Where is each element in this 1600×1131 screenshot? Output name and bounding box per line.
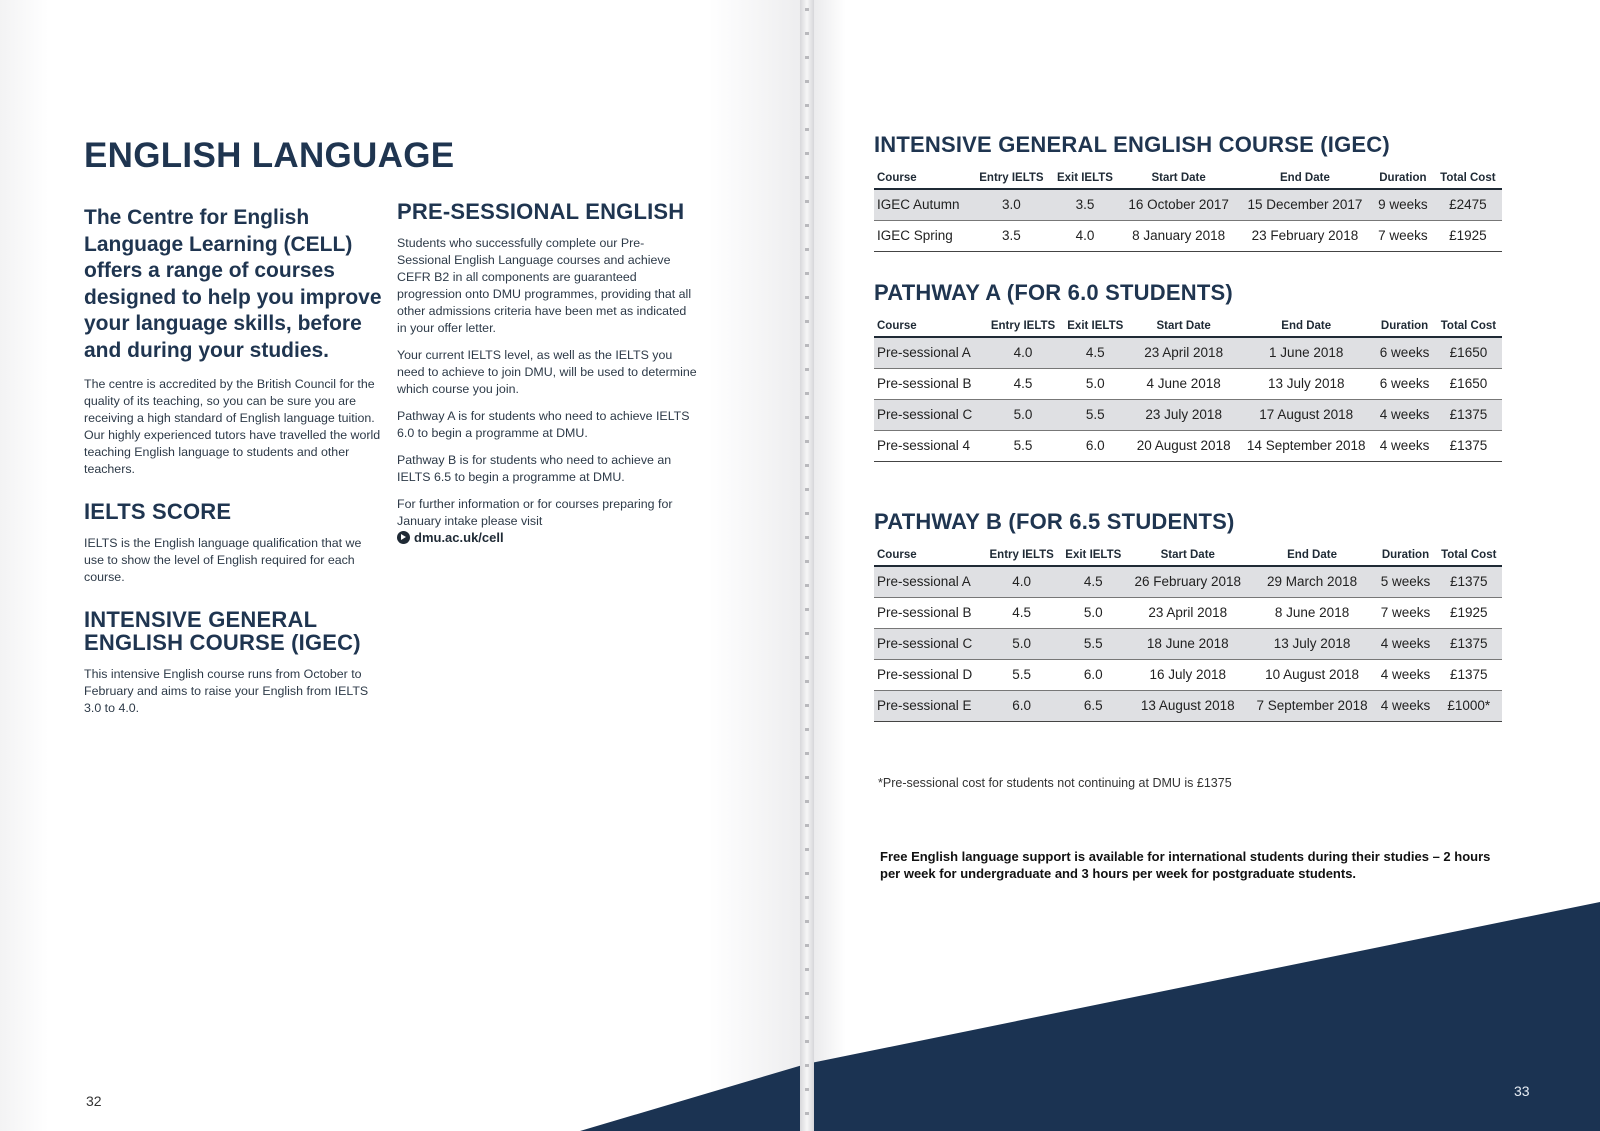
pathway-a-paragraph: Pathway A is for students who need to achieve IELTS 6.0 to begin a programme at DMU.	[397, 409, 690, 440]
table-cell: 16 October 2017	[1128, 197, 1229, 212]
column-header: Course	[877, 172, 917, 184]
table-row	[874, 566, 1502, 598]
table-cell: 16 July 2018	[1149, 667, 1227, 682]
table-cell: Pre-sessional B	[877, 605, 972, 620]
table-cell: 17 August 2018	[1259, 407, 1354, 422]
table-row	[874, 189, 1502, 221]
table-cell: 7 weeks	[1378, 228, 1428, 243]
table-cell: Pre-sessional C	[877, 636, 973, 651]
table-cell: IGEC Autumn	[877, 197, 960, 212]
table-cell: Pre-sessional E	[877, 698, 972, 713]
right-page	[806, 0, 1600, 1131]
table-cell: £1650	[1449, 376, 1488, 391]
column-header: Course	[877, 549, 917, 561]
table-cell: 23 April 2018	[1148, 605, 1228, 620]
column-header: Duration	[1380, 320, 1429, 332]
pathway-b-paragraph: Pathway B is for students who need to achieve an IELTS 6.5 to begin a programme at DMU.	[397, 453, 672, 484]
column-header: Exit IELTS	[1056, 172, 1113, 184]
table-cell: 5.5	[1083, 636, 1103, 651]
table-cell: IGEC Spring	[877, 228, 953, 243]
ielts-paragraph: IELTS is the English language qualification that we use to show the level of English required for each course.	[84, 536, 362, 584]
table-cell: 14 September 2018	[1246, 438, 1366, 453]
table-cell: £1650	[1449, 345, 1488, 360]
table-cell: 4.5	[1013, 376, 1033, 391]
binding-stitches	[805, 8, 809, 1118]
table-cell: £1925	[1449, 605, 1488, 620]
table-cell: 4.0	[1012, 574, 1032, 589]
table-cell: 18 June 2018	[1146, 636, 1229, 651]
ielts-heading: IELTS SCORE	[84, 499, 232, 524]
table-cell: 4.0	[1013, 345, 1033, 360]
table-header-row	[874, 168, 1502, 189]
table-row	[874, 369, 1502, 400]
table-cell: 8 January 2018	[1132, 228, 1226, 243]
column-header: Start Date	[1151, 172, 1206, 184]
pathway-a-table	[874, 316, 1502, 462]
presessional-paragraph: Students who successfully complete our Pre-Sessional English Language courses and achieve CEFR B2 in all components are guaranteed progression onto DMU programmes, providing that all other admissions criteria have been met as indicated in your offer letter.	[397, 236, 692, 335]
table-cell: 5.0	[1013, 407, 1033, 422]
pathway-b-table	[874, 545, 1502, 722]
table-row	[874, 629, 1502, 660]
table-cell: 6.0	[1012, 698, 1032, 713]
column-header: Duration	[1381, 549, 1430, 561]
table-header-row	[874, 316, 1502, 337]
column-header: End Date	[1280, 172, 1330, 184]
table-cell: Pre-sessional D	[877, 667, 973, 682]
igec-heading: INTENSIVE GENERAL ENGLISH COURSE (IGEC)	[84, 607, 361, 655]
column-header: Exit IELTS	[1067, 320, 1124, 332]
table-cell: 7 weeks	[1380, 605, 1431, 620]
column-header: End Date	[1281, 320, 1332, 332]
column-header: Total Cost	[1441, 549, 1497, 561]
column-header: Entry IELTS	[979, 172, 1044, 184]
table-cell: 4.5	[1083, 574, 1103, 589]
column-header: End Date	[1287, 549, 1337, 561]
table-cell: 13 July 2018	[1267, 376, 1345, 391]
table-cell: 6.0	[1085, 438, 1105, 453]
table-cell: 20 August 2018	[1136, 438, 1231, 453]
table-cell: 9 weeks	[1378, 197, 1428, 212]
table-cell: 1 June 2018	[1269, 345, 1344, 360]
table-cell: £1925	[1449, 228, 1487, 243]
cell-link-text: dmu.ac.uk/cell	[414, 530, 504, 545]
table-cell: 4 weeks	[1380, 698, 1431, 713]
presessional-paragraph: Your current IELTS level, as well as the IELTS you need to achieve to join DMU, will be used to determine which course you join.	[397, 348, 697, 396]
table-cell: Pre-sessional A	[877, 345, 971, 360]
table-cell: 15 December 2017	[1247, 197, 1363, 212]
table-cell: Pre-sessional A	[877, 574, 971, 589]
table-row	[874, 598, 1502, 629]
table-cell: 23 July 2018	[1145, 407, 1222, 422]
arrow-circle-icon	[397, 531, 410, 544]
table-cell: 3.5	[1075, 197, 1095, 212]
column-header: Exit IELTS	[1065, 549, 1122, 561]
column-header: Start Date	[1156, 320, 1211, 332]
column-header: Entry IELTS	[989, 549, 1054, 561]
table-cell: £1375	[1449, 438, 1488, 453]
lead-paragraph: The Centre for English Language Learning (CELL) offers a range of courses designed to help you improve your language skills, before and during your studies.	[84, 206, 382, 362]
table-cell: 4.5	[1085, 345, 1105, 360]
table-cell: 3.5	[1002, 228, 1021, 243]
table-cell: 5.5	[1012, 667, 1032, 682]
table-cell: 5.5	[1085, 407, 1105, 422]
table-cell: 29 March 2018	[1267, 574, 1358, 589]
further-info-paragraph: For further information or for courses preparing for January intake please visit	[397, 497, 673, 528]
column-header: Duration	[1379, 172, 1427, 184]
igec-table	[874, 168, 1502, 252]
table-row	[874, 337, 1502, 369]
intro-paragraph: The centre is accredited by the British Council for the quality of its teaching, so you can be sure you are receiving a high standard of English language tuition. Our highly experienced tutors have travelled the world teaching English language to students and other teachers.	[84, 377, 381, 476]
table-cell: 6.5	[1083, 698, 1103, 713]
table-cell: 6 weeks	[1379, 376, 1430, 391]
table-cell: 5.0	[1085, 376, 1105, 391]
table-header-row	[874, 545, 1502, 566]
table-cell: 13 July 2018	[1273, 636, 1351, 651]
table-cell: £1375	[1449, 667, 1488, 682]
igec-section	[874, 132, 1502, 252]
table-cell: Pre-sessional B	[877, 376, 972, 391]
table-cell: £1000*	[1447, 698, 1491, 713]
table-cell: 6.0	[1083, 667, 1103, 682]
column-header: Total Cost	[1440, 172, 1496, 184]
igec-table-title: INTENSIVE GENERAL ENGLISH COURSE (IGEC)	[874, 132, 1390, 157]
table-cell: 5.0	[1083, 605, 1103, 620]
presessional-heading: PRE-SESSIONAL ENGLISH	[397, 199, 685, 224]
page-title: ENGLISH LANGUAGE	[84, 136, 455, 175]
table-cell: 5.0	[1012, 636, 1032, 651]
table-row	[874, 691, 1502, 722]
table-row	[874, 660, 1502, 691]
table-cell: 4.5	[1012, 605, 1032, 620]
table-cell: 7 September 2018	[1256, 698, 1368, 713]
table-cell: 5.5	[1013, 438, 1033, 453]
pathway-a-title: PATHWAY A (FOR 6.0 STUDENTS)	[874, 280, 1233, 305]
column-header: Total Cost	[1440, 320, 1497, 332]
pathway-b-title: PATHWAY B (FOR 6.5 STUDENTS)	[874, 509, 1235, 534]
table-cell: 13 August 2018	[1140, 698, 1235, 713]
table-cell: £1375	[1449, 407, 1488, 422]
support-note: Free English language support is available for international students during their studies – 2 hours per week for undergraduate and 3 hours per week for postgraduate students.	[880, 849, 1491, 881]
table-row	[874, 400, 1502, 431]
table-cell: 3.0	[1002, 197, 1021, 212]
table-row	[874, 221, 1502, 252]
column-header: Course	[877, 320, 917, 332]
table-cell: £1375	[1449, 636, 1488, 651]
table-cell: 10 August 2018	[1265, 667, 1359, 682]
table-cell: 6 weeks	[1379, 345, 1430, 360]
table-cell: 23 April 2018	[1144, 345, 1224, 360]
table-cell: Pre-sessional 4	[877, 438, 971, 453]
table-cell: 5 weeks	[1380, 574, 1431, 589]
table-row	[874, 431, 1502, 462]
table-cell: £1375	[1449, 574, 1488, 589]
column-header: Start Date	[1160, 549, 1215, 561]
table-cell: 4 weeks	[1380, 636, 1431, 651]
table-cell: 26 February 2018	[1134, 574, 1242, 589]
page-number-left: 32	[86, 1093, 102, 1109]
table-cell: 4 weeks	[1379, 407, 1430, 422]
right-column	[397, 200, 697, 545]
table-cell: 4 weeks	[1380, 667, 1431, 682]
igec-paragraph: This intensive English course runs from October to February and aims to raise your English from IELTS 3.0 to 4.0.	[84, 667, 369, 715]
table-cell: 23 February 2018	[1251, 228, 1359, 243]
table-cell: 4 June 2018	[1146, 376, 1221, 391]
cost-footnote: *Pre-sessional cost for students not continuing at DMU is £1375	[878, 776, 1232, 790]
column-header: Entry IELTS	[990, 320, 1056, 332]
left-column	[84, 205, 384, 717]
page-number-right: 33	[1514, 1083, 1530, 1099]
table-cell: 4.0	[1075, 228, 1095, 243]
table-cell: Pre-sessional C	[877, 407, 973, 422]
table-cell: 8 June 2018	[1274, 605, 1350, 620]
pathway-a-section	[874, 280, 1502, 462]
pathway-b-section	[874, 509, 1502, 722]
table-cell: 4 weeks	[1379, 438, 1430, 453]
table-cell: £2475	[1449, 197, 1487, 212]
cell-link[interactable]	[397, 530, 697, 545]
